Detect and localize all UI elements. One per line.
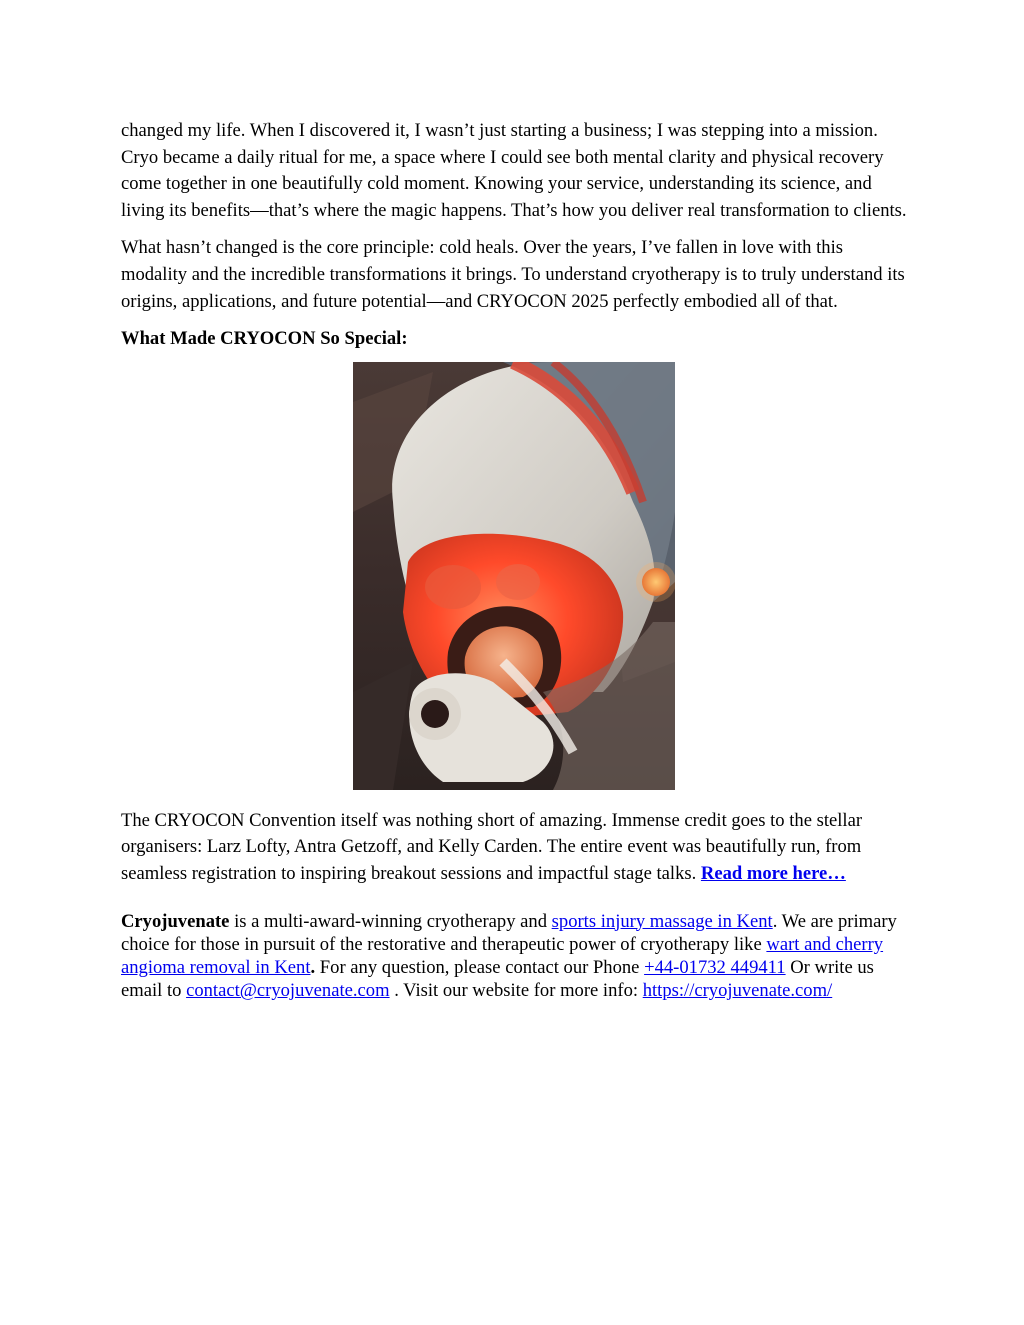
- convention-text: The CRYOCON Convention itself was nothing short of amazing. Immense credit goes to the stellar organisers: Larz Lofty, Antra Getzoff, and Kelly Carden. The entire event was beautifully run, from seamless registration to inspiring breakout sessions and impactful stage talks.: [121, 809, 863, 884]
- footer-text-6: . Visit our website for more info:: [389, 980, 643, 1002]
- phone-link[interactable]: +44-01732 449411: [644, 957, 786, 979]
- brand-name: Cryojuvenate: [121, 910, 230, 932]
- email-link[interactable]: contact@cryojuvenate.com: [186, 980, 390, 1002]
- footer-bold-period: .: [310, 957, 316, 979]
- wart-removal-link[interactable]: wart and cherry angioma removal in Kent: [121, 933, 884, 979]
- website-link[interactable]: https://cryojuvenate.com/: [642, 980, 833, 1002]
- footer-text-1: is a multi-award-winning cryotherapy and: [229, 910, 552, 932]
- document-page: [121, 118, 907, 1003]
- read-more-link[interactable]: Read more here…: [700, 862, 846, 884]
- footer-text-4: For any question, please contact our Phone: [315, 957, 645, 979]
- paragraph-core-principle: What hasn’t changed is the core principle: cold heals. Over the years, I’ve fallen in love with this modality and the incredible transformations it brings. To understand cryotherapy is to truly understand its origins, applications, and future potential—and CRYOCON 2025 perfectly embodied all of that.: [121, 237, 905, 312]
- paragraph-convention: [121, 808, 907, 888]
- paragraph-intro: changed my life. When I discovered it, I wasn’t just starting a business; I was stepping into a mission. Cryo became a daily ritual for me, a space where I could see both mental clarity and physical recovery come together in one beautifully cold moment. Knowing your service, understanding its science, and living its benefits—that’s where the magic happens. That’s how you deliver real transformation to clients.: [121, 120, 907, 221]
- sports-massage-link[interactable]: sports injury massage in Kent: [551, 910, 773, 932]
- cryotherapy-pod-photo: [353, 362, 675, 790]
- footer-text-5: Or write us email to: [121, 957, 874, 1002]
- footer-paragraph: [121, 910, 907, 1003]
- figure: [121, 362, 907, 792]
- footer-text-2: . We are primary choice for those in pursuit of the restorative and therapeutic power of cryotherapy like: [121, 910, 897, 955]
- section-heading: What Made CRYOCON So Special:: [121, 328, 408, 350]
